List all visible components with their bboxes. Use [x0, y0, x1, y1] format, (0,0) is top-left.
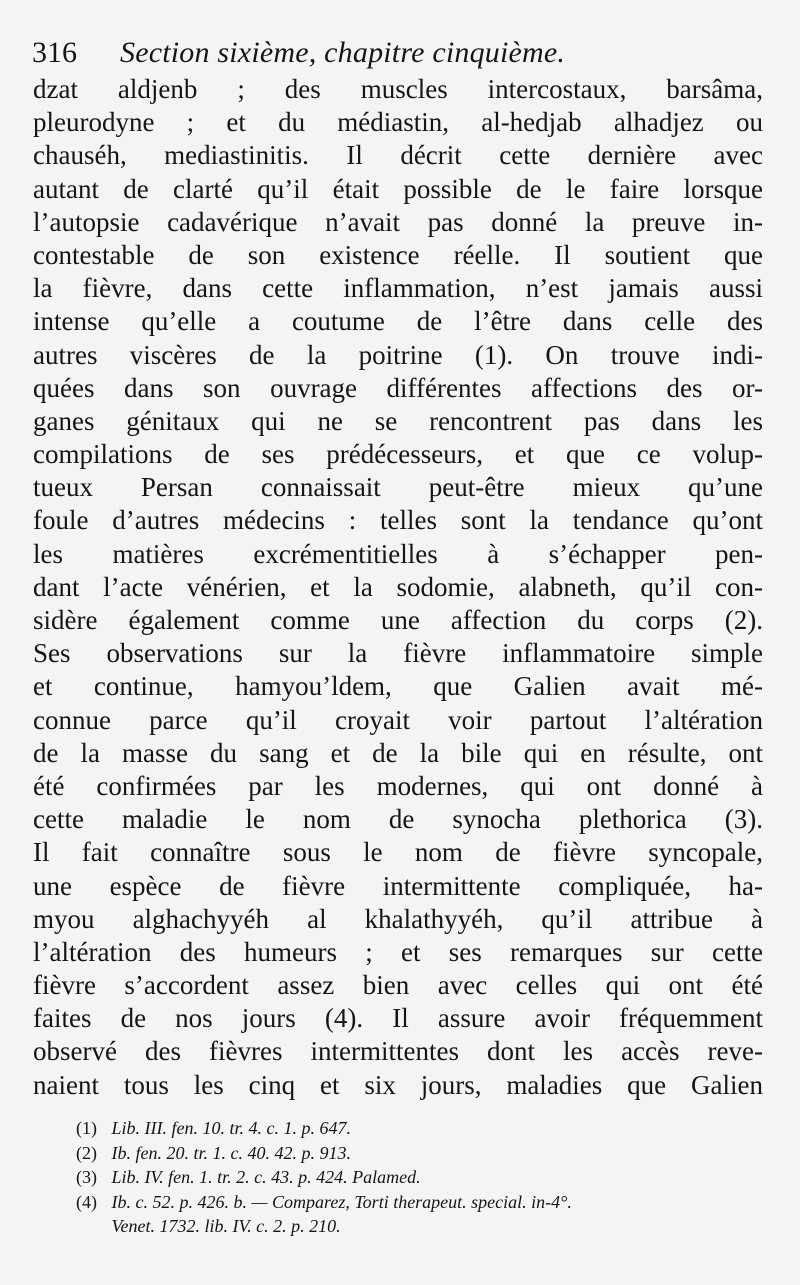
text-line: compilations de ses prédécesseurs, et que ce volup-	[33, 439, 763, 470]
text-line: dant l’acte vénérien, et la sodomie, alabneth, qu’il con-	[33, 571, 763, 602]
main-text	[33, 73, 763, 1102]
footnotes	[76, 1116, 766, 1239]
footnote-text: Venet. 1732. lib. IV. c. 2. p. 210.	[111, 1216, 341, 1236]
text-line: ganes génitaux qui ne se rencontrent pas dans les	[33, 405, 763, 436]
text-line: une espèce de fièvre intermittente compliquée, ha-	[33, 870, 763, 901]
page-number: 316	[32, 36, 77, 69]
footnote-marker: (4)	[76, 1191, 97, 1212]
text-line: été confirmées par les modernes, qui ont donné à	[33, 770, 763, 801]
running-head: Section sixième, chapitre cinquième.	[120, 36, 566, 69]
footnote-3	[76, 1165, 766, 1190]
footnote-text: Ib. fen. 20. tr. 1. c. 40. 42. p. 913.	[111, 1142, 351, 1163]
text-line: dzat aldjenb ; des muscles intercostaux, barsâma,	[33, 74, 763, 104]
text-line: chauséh, mediastinitis. Il décrit cette dernière avec	[33, 140, 763, 171]
text-line: faites de nos jours (4). Il assure avoir fréquemment	[33, 1003, 763, 1034]
footnote-marker: (3)	[76, 1167, 97, 1187]
footnote-1	[76, 1116, 766, 1141]
text-line: Il fait connaître sous le nom de fièvre syncopale,	[33, 837, 763, 868]
text-line: la fièvre, dans cette inflammation, n’est jamais aussi	[33, 273, 763, 304]
footnote-text: Ib. c. 52. p. 426. b. — Comparez, Torti therapeut. special. in-4°.	[111, 1191, 572, 1212]
text-line: et continue, hamyou’ldem, que Galien avait mé-	[33, 671, 763, 702]
text-line: l’autopsie cadavérique n’avait pas donné la preuve in-	[33, 206, 763, 237]
text-line: naient tous les cinq et six jours, maladies que Galien	[33, 1069, 763, 1100]
footnote-text: Lib. IV. fen. 1. tr. 2. c. 43. p. 424. Palamed.	[111, 1167, 421, 1187]
text-line: intense qu’elle a coutume de l’être dans celle des	[33, 306, 763, 337]
footnote-text: Lib. III. fen. 10. tr. 4. c. 1. p. 647.	[111, 1118, 351, 1138]
text-line: de la masse du sang et de la bile qui en résulte, ont	[33, 737, 763, 768]
text-line: foule d’autres médecins : telles sont la tendance qu’ont	[33, 505, 763, 536]
text-line: quées dans son ouvrage différentes affections des or-	[33, 372, 763, 403]
text-line: fièvre s’accordent assez bien avec celles qui ont été	[33, 970, 763, 1001]
page-header	[32, 36, 772, 76]
footnote-2	[76, 1141, 766, 1166]
footnote-4	[76, 1190, 766, 1215]
text-line: les matières excrémentitielles à s’échapper pen-	[33, 538, 763, 569]
text-line: sidère également comme une affection du corps (2).	[33, 605, 763, 635]
text-line: Ses observations sur la fièvre inflammatoire simple	[33, 638, 763, 669]
text-line: tueux Persan connaissait peut-être mieux qu’une	[33, 472, 763, 503]
text-line: contestable de son existence réelle. Il soutient que	[33, 239, 763, 270]
footnote-4-continued	[76, 1214, 766, 1239]
text-line: cette maladie le nom de synocha plethorica (3).	[33, 804, 763, 835]
footnote-marker: (2)	[76, 1142, 97, 1163]
text-line: pleurodyne ; et du médiastin, al-hedjab alhadjez ou	[33, 107, 763, 138]
text-line: autres viscères de la poitrine (1). On trouve indi-	[33, 339, 763, 370]
text-line: connue parce qu’il croyait voir partout l’altération	[33, 704, 763, 735]
text-line: myou alghachyyéh al khalathyyéh, qu’il attribue à	[33, 903, 763, 934]
text-line: observé des fièvres intermittentes dont les accès reve-	[33, 1036, 763, 1067]
footnote-marker: (1)	[76, 1118, 97, 1138]
text-line: autant de clarté qu’il était possible de le faire lorsque	[33, 173, 763, 204]
text-line: l’altération des humeurs ; et ses remarques sur cette	[33, 936, 763, 967]
